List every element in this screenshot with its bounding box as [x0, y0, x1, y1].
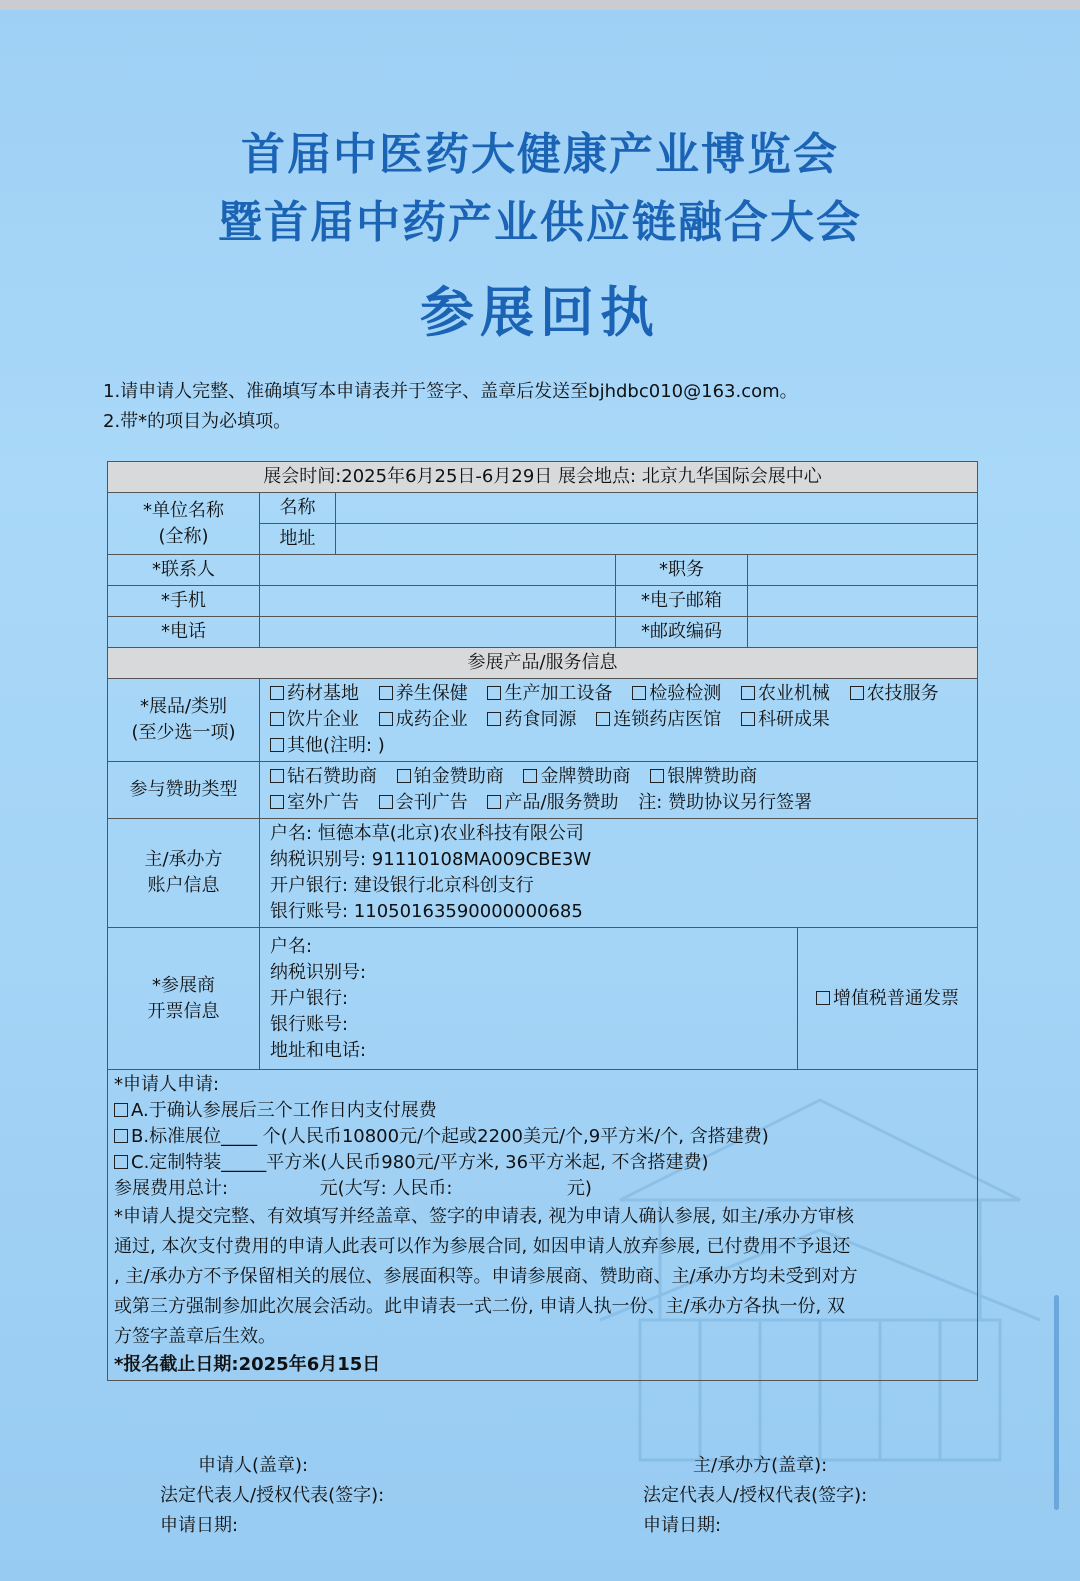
phone-label: *电话: [108, 617, 260, 648]
deadline: *报名截止日期:2025年6月15日: [114, 1354, 381, 1375]
organizer-account-label: 主/承办方 账户信息: [108, 819, 260, 928]
terms-line: 或第三方强制参加此次展会活动。此申请表一式二份, 申请人执一份、主/承办方各执一份, 双: [114, 1296, 845, 1317]
apply-title: *申请人申请:: [114, 1074, 220, 1095]
contact-input[interactable]: [260, 555, 616, 586]
organizer-rep-label: 法定代表人/授权代表(签字):: [643, 1485, 868, 1506]
sponsor-checkbox[interactable]: 产品/服务赞助: [487, 792, 618, 813]
postcode-label: *邮政编码: [616, 617, 748, 648]
apply-option-a[interactable]: A.于确认参展后三个工作日内支付展费: [114, 1098, 971, 1124]
apply-option-c[interactable]: C.定制特装_____平方米(人民币980元/平方米, 36平方米起, 不含搭建费): [114, 1150, 971, 1176]
unit-name-input[interactable]: [336, 493, 978, 524]
instruction-note-2: 2.带*的项目为必填项。: [103, 411, 292, 432]
sponsor-checkbox[interactable]: 铂金赞助商: [397, 766, 504, 787]
organizer-account-info: 户名: 恒德本草(北京)农业科技有限公司 纳税识别号: 91110108MA009CBE3W 开户银行: 建设银行北京科创支行 银行账号: 11050163590000000685: [260, 819, 978, 928]
event-info-header: 展会时间:2025年6月25日-6月29日 展会地点: 北京九华国际会展中心: [108, 462, 978, 493]
category-other-checkbox[interactable]: 其他(注明: ): [270, 735, 385, 756]
category-checkbox[interactable]: 药食同源: [487, 709, 576, 730]
category-checkbox[interactable]: 饮片企业: [270, 709, 359, 730]
category-checkbox[interactable]: 药材基地: [270, 683, 359, 704]
contact-label: *联系人: [108, 555, 260, 586]
total-fee: 参展费用总计: 元(大写: 人民币: 元): [114, 1178, 592, 1199]
exhibitor-invoice-label: *参展商 开票信息: [108, 928, 260, 1070]
sponsor-checkbox[interactable]: 会刊广告: [379, 792, 468, 813]
category-label: *展品/类别 (至少选一项): [108, 679, 260, 762]
unit-name-label: *单位名称 (全称): [108, 493, 260, 555]
sponsor-checkbox[interactable]: 钻石赞助商: [270, 766, 377, 787]
sponsor-options: [260, 762, 978, 819]
organizer-date-label: 申请日期:: [643, 1515, 722, 1536]
application-form: [107, 461, 978, 1381]
category-checkbox[interactable]: 检验检测: [632, 683, 721, 704]
invoice-checkbox[interactable]: 增值税普通发票: [798, 928, 978, 1070]
position-input[interactable]: [748, 555, 978, 586]
mobile-label: *手机: [108, 586, 260, 617]
product-section-header: 参展产品/服务信息: [108, 648, 978, 679]
apply-option-b[interactable]: B.标准展位____ 个(人民币10800元/个起或2200美元/个,9平方米/个, 含搭建费): [114, 1124, 971, 1150]
category-checkbox[interactable]: 成药企业: [379, 709, 468, 730]
terms-line: 方签字盖章后生效。: [114, 1326, 276, 1347]
mobile-input[interactable]: [260, 586, 616, 617]
subtitle: 参展回执: [420, 281, 660, 344]
category-options: [260, 679, 978, 762]
sponsor-checkbox[interactable]: 金牌赞助商: [523, 766, 630, 787]
unit-address-input[interactable]: [336, 524, 978, 555]
sponsor-label: 参与赞助类型: [108, 762, 260, 819]
phone-input[interactable]: [260, 617, 616, 648]
exhibitor-invoice-fields[interactable]: 户名: 纳税识别号: 开户银行: 银行账号: 地址和电话:: [260, 928, 798, 1070]
postcode-input[interactable]: [748, 617, 978, 648]
email-label: *电子邮箱: [616, 586, 748, 617]
main-title-line-2: 暨首届中药产业供应链融合大会: [218, 197, 862, 248]
applicant-date-label: 申请日期:: [160, 1515, 239, 1536]
position-label: *职务: [616, 555, 748, 586]
address-label: 地址: [260, 524, 336, 555]
sponsor-checkbox[interactable]: 银牌赞助商: [650, 766, 757, 787]
top-status-strip: [0, 0, 1080, 10]
category-checkbox[interactable]: 农业机械: [741, 683, 830, 704]
scrollbar[interactable]: [1054, 1295, 1059, 1510]
category-checkbox[interactable]: 农技服务: [850, 683, 939, 704]
sponsor-note: 注: 赞助协议另行签署: [638, 792, 813, 813]
organizer-seal-label: 主/承办方(盖章):: [693, 1455, 828, 1476]
category-checkbox[interactable]: 科研成果: [741, 709, 830, 730]
name-label: 名称: [260, 493, 336, 524]
category-checkbox[interactable]: 连锁药店医馆: [596, 709, 721, 730]
sponsor-checkbox[interactable]: 室外广告: [270, 792, 359, 813]
category-checkbox[interactable]: 生产加工设备: [487, 683, 612, 704]
applicant-application-section: [108, 1070, 978, 1381]
applicant-seal-label: 申请人(盖章):: [198, 1455, 309, 1476]
terms-line: *申请人提交完整、有效填写并经盖章、签字的申请表, 视为申请人确认参展, 如主/承办方审核: [114, 1206, 854, 1227]
email-input[interactable]: [748, 586, 978, 617]
category-checkbox[interactable]: 养生保健: [379, 683, 468, 704]
terms-line: , 主/承办方不予保留相关的展位、参展面积等。申请参展商、赞助商、主/承办方均未受到对方: [114, 1266, 858, 1287]
terms-line: 通过, 本次支付费用的申请人此表可以作为参展合同, 如因申请人放弃参展, 已付费用不予退还: [114, 1236, 851, 1257]
main-title-line-1: 首届中医药大健康产业博览会: [241, 129, 839, 180]
instruction-note-1: 1.请申请人完整、准确填写本申请表并于签字、盖章后发送至bjhdbc010@163.com。: [103, 381, 798, 402]
applicant-rep-label: 法定代表人/授权代表(签字):: [160, 1485, 385, 1506]
